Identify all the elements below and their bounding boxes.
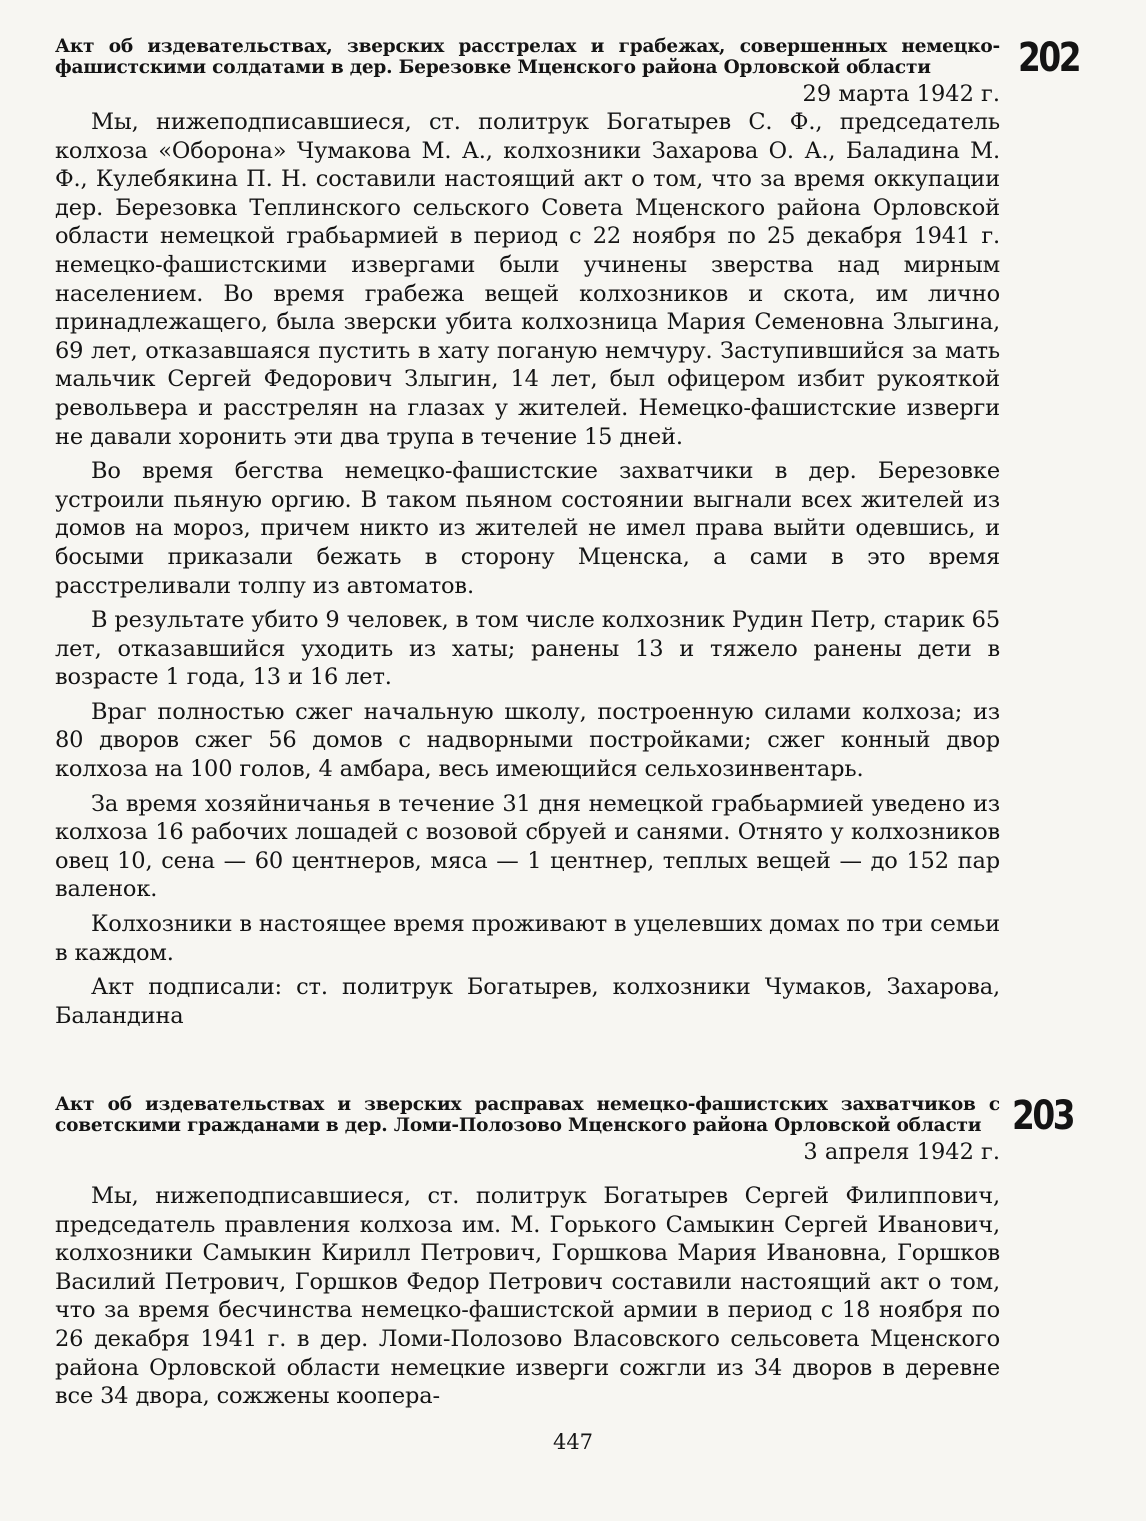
paragraph: Враг полностью сжег начальную школу, построенную силами колхоза; из 80 дворов сжег 56 домов с надворными постройками; сжег конный двор колхоза на 100 голов, 4 амбара, весь имеющийся сельхозинвентарь. (55, 698, 1000, 783)
document-title: Акт об издевательствах и зверских расправах немецко-фашистских захватчиков с советскими гражданами в дер. Ломи-Полозово Мценского района Орловской области (55, 1094, 1000, 1136)
signatures-paragraph: Акт подписали: ст. политрук Богатырев, колхозники Чумаков, Захарова, Баландина (55, 974, 1000, 1029)
paragraph: За время хозяйничанья в течение 31 дня немецкой грабьармией уведено из колхоза 16 рабочих лошадей с возовой сбруей и санями. Отнято у колхозников овец 10, сена — 60 центнеров, мяса — 1 центнер, теплых вещей — до 152 пар валенок. (55, 790, 1000, 903)
document-202 (55, 36, 1000, 1036)
paragraph: Мы, нижеподписавшиеся, ст. политрук Богатырев Сергей Филиппович, председатель правления колхоза им. М. Горького Самыкин Сергей Иванович, колхозники Самыкин Кирилл Петрович, Горшкова Мария Ивановна, Горшков Василий Петрович, Горшков Федор Петрович составили настоящий акт о том, что за время бесчинства немецко-фашистской армии в период с 18 ноября по 26 декабря 1941 г. в дер. Ломи-Полозово Власовского сельсовета Мценского района Орловской области немецкие изверги сожгли из 34 дворов в деревне все 34 двора, сожжены коопера- (55, 1183, 1000, 1410)
document-203 (55, 1094, 1000, 1417)
document-title: Акт об издевательствах, зверских расстрелах и грабежах, совершенных немецко-фашистскими солдатами в дер. Березовке Мценского района Орловской области (55, 36, 1000, 78)
page-number: 447 (552, 1430, 594, 1454)
paragraph: В результате убито 9 человек, в том числе колхозник Рудин Петр, старик 65 лет, отказавшийся уходить из хаты; ранены 13 и тяжело ранены дети в возрасте 1 года, 13 и 16 лет. (55, 607, 1000, 691)
document-number-203: 203 (1012, 1093, 1074, 1139)
document-date: 29 марта 1942 г. (802, 81, 1000, 107)
document-date: 3 апреля 1942 г. (803, 1139, 1000, 1165)
paragraph: Во время бегства немецко-фашистские захватчики в дер. Березовке устроили пьяную оргию. В таком пьяном состоянии выгнали всех жителей из домов на мороз, причем никто из жителей не имел права выйти одевшись, и босыми приказали бежать в сторону Мценска, а сами в это время расстреливали толпу из автоматов. (55, 458, 1000, 599)
paragraph: Колхозники в настоящее время проживают в уцелевших домах по три семьи в каждом. (55, 911, 1000, 966)
paragraph: Мы, нижеподписавшиеся, ст. политрук Богатырев С. Ф., председатель колхоза «Оборона» Чумакова М. А., колхозники Захарова О. А., Баладина М. Ф., Кулебякина П. Н. составили настоящий акт о том, что за время оккупации дер. Березовка Теплинского сельского Совета Мценского района Орловской области немецкой грабьармией в период с 22 ноября по 25 декабря 1941 г. немецко-фашистскими извергами были учинены зверства над мирным населением. Во время грабежа вещей колхозников и скота, им лично принадлежащего, была зверски убита колхозница Мария Семеновна Злыгина, 69 лет, отказавшаяся пустить в хату поганую немчуру. Заступившийся за мать мальчик Сергей Федорович Злыгин, 14 лет, был офицером избит рукояткой револьвера и расстрелян на глазах у жителей. Немецко-фашистские изверги не давали хоронить эти два трупа в течение 15 дней. (55, 109, 1000, 450)
document-number-202: 202 (1018, 35, 1080, 81)
